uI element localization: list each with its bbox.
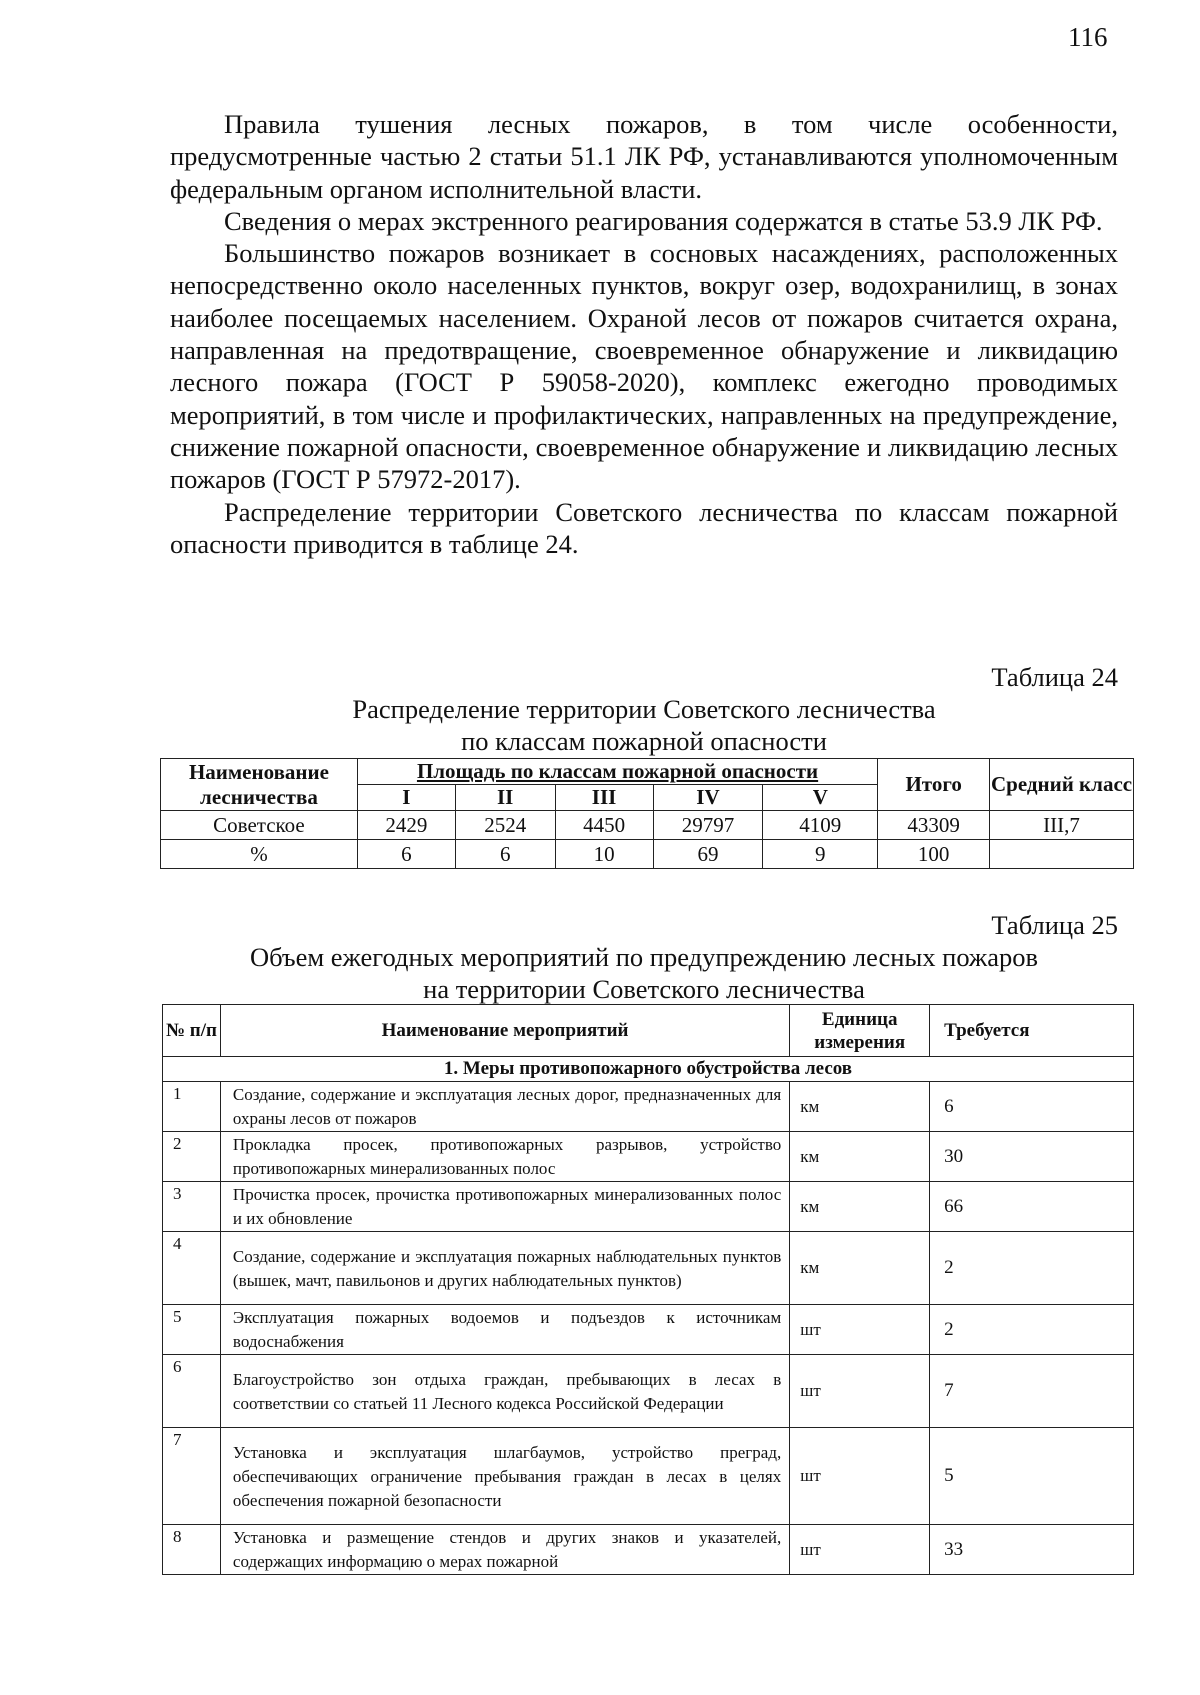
body-text	[170, 108, 1118, 560]
table25-title-line2: на территории Советского лесничества	[423, 974, 865, 1004]
table-row	[163, 1232, 1134, 1305]
header-name: Наименование мероприятий	[220, 1005, 789, 1057]
row-name: Установка и размещение стендов и других знаков и указателей, содержащих информацию о мерах пожарной	[220, 1525, 789, 1575]
cell-value: 9	[763, 840, 878, 869]
table24-label: Таблица 24	[991, 662, 1118, 692]
header-area: Площадь по классам пожарной опасности	[357, 759, 877, 785]
row-num: 4	[163, 1232, 221, 1305]
table-row	[163, 1355, 1134, 1428]
row-name: Создание, содержание и эксплуатация пожарных наблюдательных пунктов (вышек, мачт, павильонов и других наблюдательных пунктов)	[220, 1232, 789, 1305]
table-row	[161, 840, 1134, 869]
cell-value: 2524	[455, 811, 555, 840]
row-required: 7	[930, 1355, 1134, 1428]
row-num: 8	[163, 1525, 221, 1575]
row-unit: шт	[790, 1525, 930, 1575]
cell-name: Советское	[161, 811, 358, 840]
row-required: 30	[930, 1132, 1134, 1182]
cell-avg: III,7	[990, 811, 1134, 840]
table-row	[163, 1082, 1134, 1132]
row-name: Благоустройство зон отдыха граждан, пребывающих в лесах в соответствии со статьей 11 Лесного кодекса Российской Федерации	[220, 1355, 789, 1428]
header-class: IV	[653, 785, 763, 811]
table-row	[161, 811, 1134, 840]
table25-title-line1: Объем ежегодных мероприятий по предупреждению лесных пожаров	[249, 942, 1039, 972]
header-total: Итого	[878, 759, 990, 811]
header-class: III	[555, 785, 653, 811]
header-unit: Единица измерения	[790, 1005, 930, 1057]
row-num: 2	[163, 1132, 221, 1182]
row-num: 5	[163, 1305, 221, 1355]
row-unit: шт	[790, 1305, 930, 1355]
cell-value: 6	[455, 840, 555, 869]
table24-title-line2: по классам пожарной опасности	[461, 726, 827, 756]
header-class: II	[455, 785, 555, 811]
row-required: 6	[930, 1082, 1134, 1132]
cell-total: 100	[878, 840, 990, 869]
cell-value: 29797	[653, 811, 763, 840]
cell-value: 4450	[555, 811, 653, 840]
row-num: 3	[163, 1182, 221, 1232]
table-row	[163, 1428, 1134, 1525]
fire-class-table	[160, 758, 1134, 869]
table-row	[163, 1182, 1134, 1232]
row-required: 2	[930, 1305, 1134, 1355]
row-name: Прочистка просек, прочистка противопожарных минерализованных полос и их обновление	[220, 1182, 789, 1232]
row-required: 5	[930, 1428, 1134, 1525]
section-heading: 1. Меры противопожарного обустройства лесов	[163, 1057, 1134, 1082]
row-name: Прокладка просек, противопожарных разрывов, устройство противопожарных минерализованных полос	[220, 1132, 789, 1182]
row-required: 33	[930, 1525, 1134, 1575]
cell-value: 10	[555, 840, 653, 869]
table25-label: Таблица 25	[991, 910, 1118, 940]
cell-value: 6	[357, 840, 455, 869]
cell-name: %	[161, 840, 358, 869]
cell-value: 4109	[763, 811, 878, 840]
paragraph: Большинство пожаров возникает в сосновых насаждениях, расположенных непосредственно около населенных пунктов, вокруг озер, водохранилищ, в зонах наиболее посещаемых населением. Охраной лесов от пожаров считается охрана, направленная на предотвращение, своевременное обнаружение и ликвидацию лесного пожара (ГОСТ Р 59058-2020), комплекс ежегодно проводимых мероприятий, в том числе и профилактических, направленных на предупреждение, снижение пожарной опасности, своевременное обнаружение и ликвидацию лесных пожаров (ГОСТ Р 57972-2017).	[170, 238, 1118, 495]
table-row	[163, 1132, 1134, 1182]
row-unit: шт	[790, 1428, 930, 1525]
row-required: 2	[930, 1232, 1134, 1305]
row-num: 1	[163, 1082, 221, 1132]
row-name: Эксплуатация пожарных водоемов и подъездов к источникам водоснабжения	[220, 1305, 789, 1355]
header-avg: Средний класс	[990, 759, 1134, 811]
row-required: 66	[930, 1182, 1134, 1232]
paragraph: Сведения о мерах экстренного реагирования содержатся в статье 53.9 ЛК РФ.	[224, 205, 1103, 236]
table-row	[163, 1525, 1134, 1575]
header-name: Наименование лесничества	[161, 759, 358, 811]
row-unit: шт	[790, 1355, 930, 1428]
paragraph: Правила тушения лесных пожаров, в том числе особенности, предусмотренные частью 2 статьи 51.1 ЛК РФ, устанавливаются уполномоченным федеральным органом исполнительной власти.	[170, 109, 1118, 204]
row-unit: км	[790, 1082, 930, 1132]
cell-total: 43309	[878, 811, 990, 840]
table-row	[163, 1305, 1134, 1355]
cell-value: 2429	[357, 811, 455, 840]
row-name: Создание, содержание и эксплуатация лесных дорог, предназначенных для охраны лесов от пожаров	[220, 1082, 789, 1132]
cell-avg	[990, 840, 1134, 869]
page-number: 116	[1068, 22, 1108, 52]
measures-table	[162, 1004, 1134, 1575]
row-num: 6	[163, 1355, 221, 1428]
row-num: 7	[163, 1428, 221, 1525]
row-unit: км	[790, 1182, 930, 1232]
header-class: I	[357, 785, 455, 811]
row-unit: км	[790, 1232, 930, 1305]
header-class: V	[763, 785, 878, 811]
header-required: Требуется	[930, 1005, 1134, 1057]
row-name: Установка и эксплуатация шлагбаумов, устройство преград, обеспечивающих ограничение пребывания граждан в лесах в целях обеспечения пожарной безопасности	[220, 1428, 789, 1525]
paragraph: Распределение территории Советского лесничества по классам пожарной опасности приводится в таблице 24.	[170, 496, 1118, 559]
header-num: № п/п	[163, 1005, 221, 1057]
table24-title-line1: Распределение территории Советского лесничества	[352, 694, 936, 724]
row-unit: км	[790, 1132, 930, 1182]
cell-value: 69	[653, 840, 763, 869]
